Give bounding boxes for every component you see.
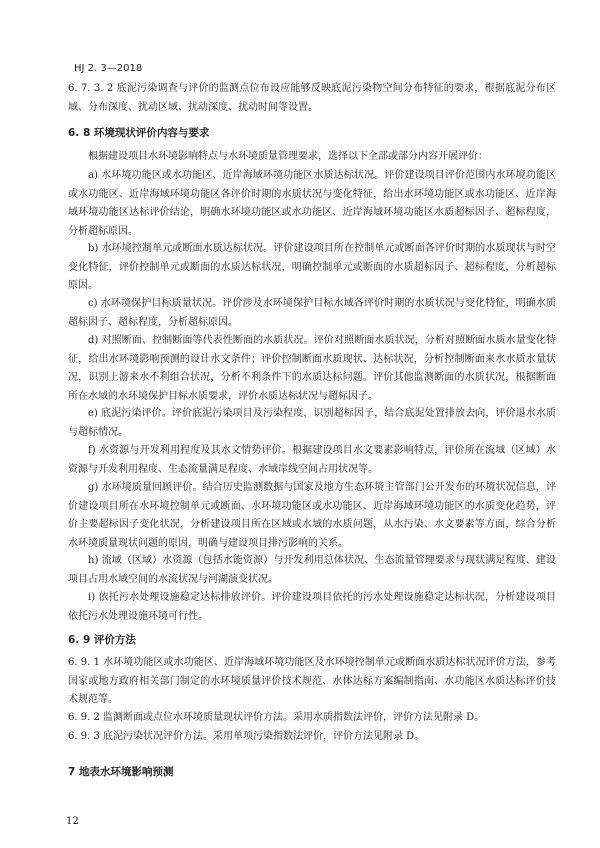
list-item-d: d) 对照断面、控制断面等代表性断面的水质状况。评价对照断面水质状况，分析对照断面水质水量变化特征，给出水环境影响预测的设计水文条件；评价控制断面水质现状、达标状况，分析控制断面来水水质水量状况，识别上游来水不利组合状况，分析不利条件下的水质达标问题。评价其他监测断面的水质状况，根据断面所在水域的水环境保护目标水质要求，评价水质达标状况与超标因子。 [68, 335, 556, 402]
para-6-9-3: 6. 9. 3 底泥污染状况评价方法。采用单项污染指数法评价，评价方法见附录 D。 [68, 731, 425, 742]
list-item-i: i) 依托污水处理设施稳定达标排放评价。评价建设项目依托的污水处理设施稳定达标状况，分析建设项目依托污水处理设施环境可行性。 [68, 592, 556, 622]
para-6-7-3-2: 6. 7. 3. 2 底泥污染调查与评价的监测点位布设应能够反映底泥污染物空间分布特征的要求，根据底泥分布区域、分布深度、扰动区域、扰动深度、扰动时间等设置。 [68, 83, 556, 113]
running-header: HJ 2. 3—2018 [74, 63, 143, 74]
para-6-9-1: 6. 9. 1 水环境功能区或水功能区、近岸海域环境功能区及水环境控制单元或断面水质达标状况评价方法，参考国家或地方政府相关部门制定的水环境质量评价技术规范、水体达标方案编制指南、水功能区水质达标评价技术规范等。 [68, 657, 556, 705]
list-item-h: h) 流域（区域）水资源（包括水能资源）与开发利用总体状况、生态流量管理要求与现状满足程度、建设项目占用水域空间的水流状况与河湖演变状况。 [68, 555, 556, 585]
list-item-f: f) 水资源与开发利用程度及其水文情势评价。根据建设项目水文要素影响特点，评价所在流域（区域）水资源与开发利用程度、生态流量满足程度、水域岸线空间占用状况等。 [68, 445, 556, 475]
section-6-9-heading: 6. 9 评价方法 [68, 634, 136, 646]
list-item-e: e) 底泥污染评价。评价底泥污染项目及污染程度，识别超标因子，结合底泥处置排放去向，评价退水水质与超标情况。 [68, 408, 556, 438]
para-6-9-2: 6. 9. 2 监测断面或点位水环境质量现状评价方法。采用水质指数法评价，评价方法见附录 D。 [68, 712, 485, 723]
chapter-7-heading: 7 地表水环境影响预测 [68, 766, 174, 778]
section-6-8-heading: 6. 8 环境现状评价内容与要求 [68, 127, 210, 139]
list-item-c: c) 水环境保护目标质量状况。评价涉及水环境保护目标水域各评价时期的水质状况与变化特征，明确水质超标因子、超标程度，分析超标原因。 [68, 298, 556, 328]
page-number: 12 [66, 816, 79, 827]
para-intro: 根据建设项目水环境影响特点与水环境质量管理要求，选择以下全部或部分内容开展评价： [88, 151, 488, 162]
list-item-b: b) 水环境控制单元或断面水质达标状况。评价建设项目所在控制单元或断面各评价时期的水质现状与时空变化特征，评价控制单元或断面的水质达标状况，明确控制单元或断面的水质超标因子、超标程度，分析超标原因。 [68, 243, 556, 291]
list-item-g: g) 水环境质量回顾评价。结合历史监测数据与国家及地方生态环境主管部门公开发布的环境状况信息，评价建设项目所在水环境控制单元或断面、水环境功能区或水功能区、近岸海域环境功能区的水质变化趋势，评价主要超标因子变化状况，分析建设项目所在区域或水域的水质问题，从水污染、水文要素等方面，综合分析水环境质量现状问题的原因，明确与建设项目排污影响的关系。 [68, 482, 556, 549]
list-item-a: a) 水环境功能区或水功能区、近岸海域环境功能区水质达标状况。评价建设项目评价范围内水环境功能区或水功能区、近岸海域环境功能区各评价时期的水质状况与变化特征，给出水环境功能区或水功能区、近岸海域环境功能区达标评价结论，明确水环境功能区或水功能区、近岸海域环境功能区水质超标因子、超标程度，分析超标原因。 [68, 170, 556, 237]
